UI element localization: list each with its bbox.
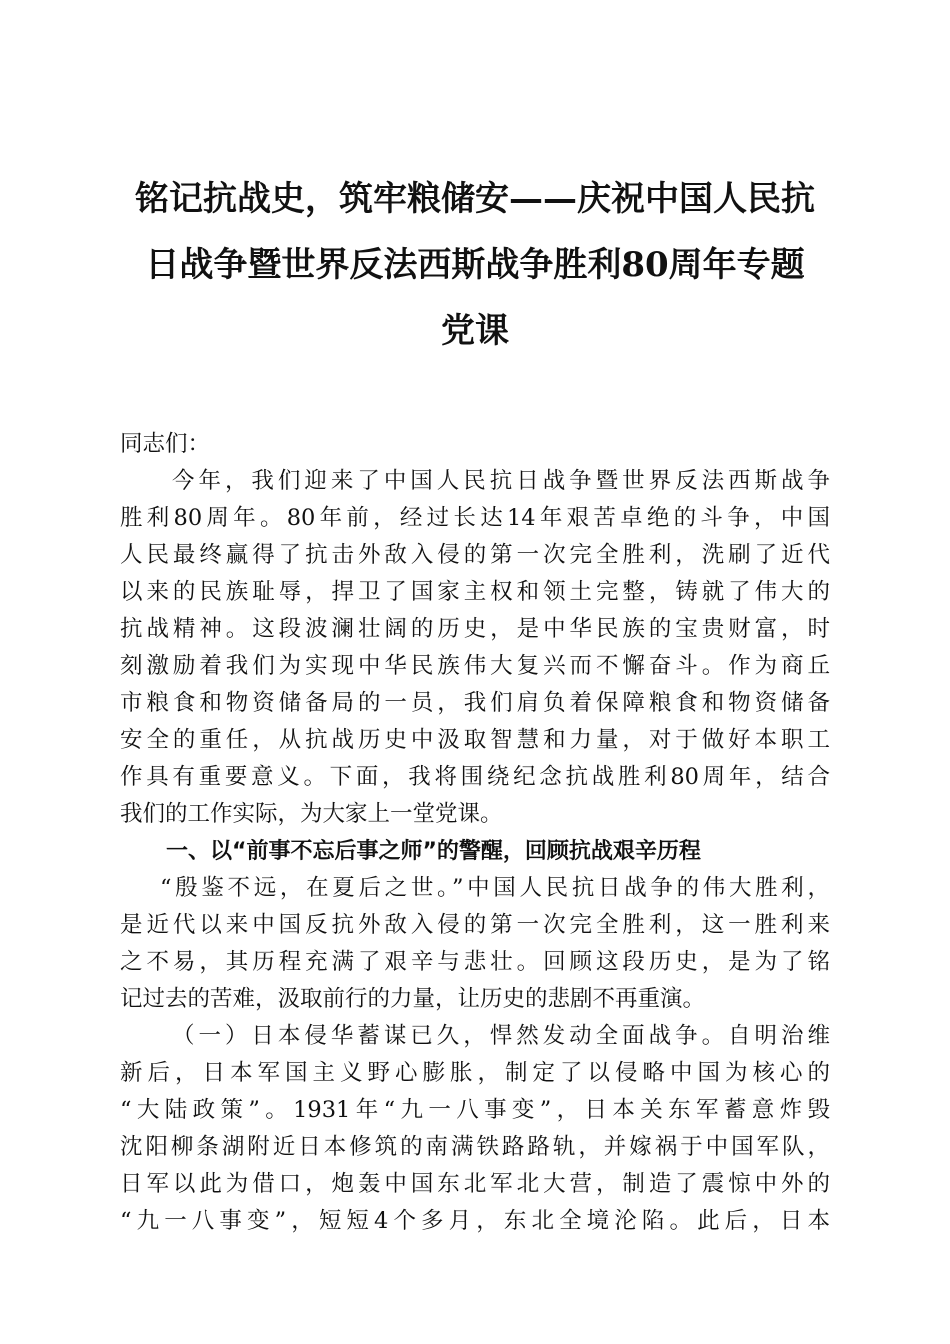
document-page — [120, 0, 830, 1344]
paragraph-line: 以来的民族耻辱，捍卫了国家主权和领土完整，铸就了伟大的 — [120, 579, 830, 605]
paragraph-line: “大陆政策”。1931年“九一八事变”，日本关东军蓄意炸毁 — [120, 1097, 830, 1123]
document-body — [120, 426, 830, 1240]
paragraph-line: 作具有重要意义。下面，我将围绕纪念抗战胜利80周年，结合 — [120, 764, 830, 790]
paragraph-line: 新后，日本军国主义野心膨胀，制定了以侵略中国为核心的 — [120, 1060, 830, 1086]
salutation: 同志们： — [120, 431, 211, 457]
intro-paragraph — [120, 463, 830, 833]
paragraph-line: 之不易，其历程充满了艰辛与悲壮。回顾这段历史，是为了铭 — [120, 949, 830, 975]
title-line-3: 党课 — [441, 311, 509, 351]
paragraph-line: 日军以此为借口，炮轰中国东北军北大营，制造了震惊中外的 — [120, 1171, 830, 1197]
paragraph-line: 沈阳柳条湖附近日本修筑的南满铁路路轨，并嫁祸于中国军队， — [120, 1134, 830, 1160]
section-1-paragraph — [120, 870, 830, 1018]
paragraph-line: “九一八事变”，短短4个多月，东北全境沦陷。此后，日本 — [120, 1208, 830, 1234]
paragraph-line: 是近代以来中国反抗外敌入侵的第一次完全胜利，这一胜利来 — [120, 912, 830, 938]
paragraph-line: 市粮食和物资储备局的一员，我们肩负着保障粮食和物资储备 — [120, 690, 830, 716]
paragraph-line: （一）日本侵华蓄谋已久，悍然发动全面战争。自明治维 — [172, 1023, 830, 1049]
paragraph-line: 安全的重任，从抗战历史中汲取智慧和力量，对于做好本职工 — [120, 727, 830, 753]
title-line-1: 铭记抗战史，筑牢粮储安——庆祝中国人民抗 — [135, 179, 815, 219]
section-heading-1: 一、以“前事不忘后事之师”的警醒，回顾抗战艰辛历程 — [166, 839, 701, 864]
paragraph-line: 胜利80周年。80年前，经过长达14年艰苦卓绝的斗争，中国 — [120, 505, 830, 531]
paragraph-line: 刻激励着我们为实现中华民族伟大复兴而不懈奋斗。作为商丘 — [120, 653, 830, 679]
subsection-1-paragraph — [120, 1018, 830, 1240]
paragraph-line: 记过去的苦难，汲取前行的力量，让历史的悲剧不再重演。 — [120, 986, 706, 1012]
title-line-2: 日战争暨世界反法西斯战争胜利80周年专题 — [145, 245, 805, 285]
paragraph-line: 人民最终赢得了抗击外敌入侵的第一次完全胜利，洗刷了近代 — [120, 542, 830, 568]
paragraph-line: 抗战精神。这段波澜壮阔的历史，是中华民族的宝贵财富，时 — [120, 616, 830, 642]
paragraph-line: 我们的工作实际，为大家上一堂党课。 — [120, 801, 503, 827]
paragraph-line: 今年，我们迎来了中国人民抗日战争暨世界反法西斯战争 — [172, 468, 830, 494]
document-title — [120, 166, 830, 364]
paragraph-line: “殷鉴不远，在夏后之世。”中国人民抗日战争的伟大胜利， — [160, 875, 830, 901]
